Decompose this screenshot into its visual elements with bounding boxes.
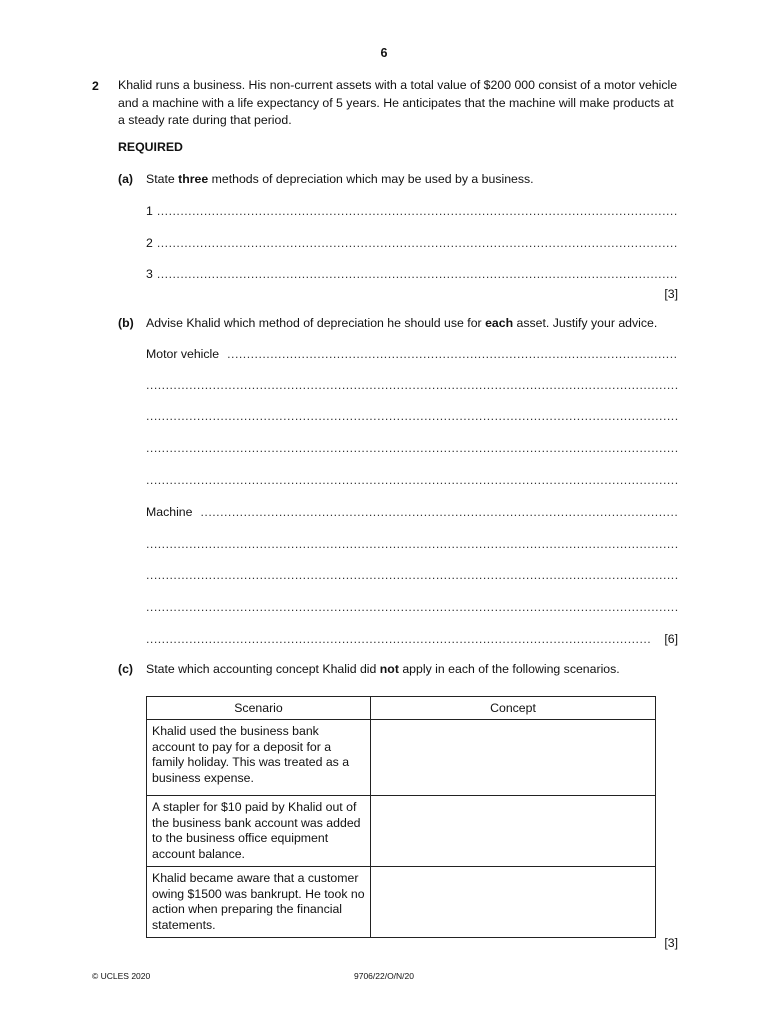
question-intro: Khalid runs a business. His non-current assets with a total value of $200 000 consist of a motor vehicle and a machine with a life expectancy of 5 years. He anticipates that the machine will make products at a steady rate during that period. bbox=[118, 78, 678, 127]
answer-line-b5[interactable] bbox=[146, 473, 678, 487]
answer-line-a1[interactable]: 1 ..... bbox=[146, 204, 678, 218]
part-c-label: (c) bbox=[118, 662, 134, 676]
answer-line-b7[interactable] bbox=[146, 537, 678, 551]
scenario-cell: Khalid used the business bank account to pay for a deposit for a family holiday. This was treated as a business expense. bbox=[147, 720, 371, 796]
page-number: 6 bbox=[380, 46, 388, 60]
table-row bbox=[147, 720, 656, 796]
scenario-cell: A stapler for $10 paid by Khalid out of the business bank account was added to the business office equipment account balance. bbox=[147, 796, 371, 867]
answer-line-a3[interactable]: 3 ..... bbox=[146, 267, 678, 281]
scenario-table bbox=[146, 696, 656, 938]
concept-answer-cell[interactable] bbox=[371, 867, 656, 938]
table-header-scenario: Scenario bbox=[147, 697, 371, 720]
part-b-marks: [6] bbox=[664, 632, 678, 646]
answer-line-machine[interactable]: Machine ..... bbox=[146, 505, 678, 519]
part-b-label: (b) bbox=[118, 316, 134, 330]
scenario-cell: Khalid became aware that a customer owing $1500 was bankrupt. He took no action when preparing the financial statements. bbox=[147, 867, 371, 938]
table-row bbox=[147, 867, 656, 938]
part-a-label: (a) bbox=[118, 172, 134, 186]
answer-line-motor-vehicle[interactable]: Motor vehicle ..... bbox=[146, 347, 678, 361]
footer-paper-code: 9706/22/O/N/20 bbox=[353, 971, 414, 981]
answer-line-b3[interactable] bbox=[146, 409, 678, 423]
answer-line-b4[interactable] bbox=[146, 441, 678, 455]
answer-line-a2[interactable]: 2 ..... bbox=[146, 236, 678, 250]
concept-answer-cell[interactable] bbox=[371, 796, 656, 867]
table-row bbox=[147, 796, 656, 867]
part-c-marks: [3] bbox=[664, 936, 678, 950]
answer-line-b2[interactable] bbox=[146, 378, 678, 392]
part-c-question: State which accounting concept Khalid did not apply in each of the following scenarios. bbox=[146, 662, 620, 676]
part-a-question: State three methods of depreciation which may be used by a business. bbox=[146, 172, 534, 186]
part-a-marks: [3] bbox=[664, 287, 678, 301]
concept-answer-cell[interactable] bbox=[371, 720, 656, 796]
part-b-question: Advise Khalid which method of depreciation he should use for each asset. Justify your advice. bbox=[146, 316, 658, 330]
table-header-concept: Concept bbox=[371, 697, 656, 720]
footer-copyright: © UCLES 2020 bbox=[92, 971, 151, 981]
answer-line-b9[interactable] bbox=[146, 600, 678, 614]
answer-line-b10[interactable] bbox=[146, 632, 650, 646]
answer-line-b8[interactable] bbox=[146, 568, 678, 582]
question-number: 2 bbox=[92, 79, 99, 93]
required-heading: REQUIRED bbox=[118, 140, 183, 154]
